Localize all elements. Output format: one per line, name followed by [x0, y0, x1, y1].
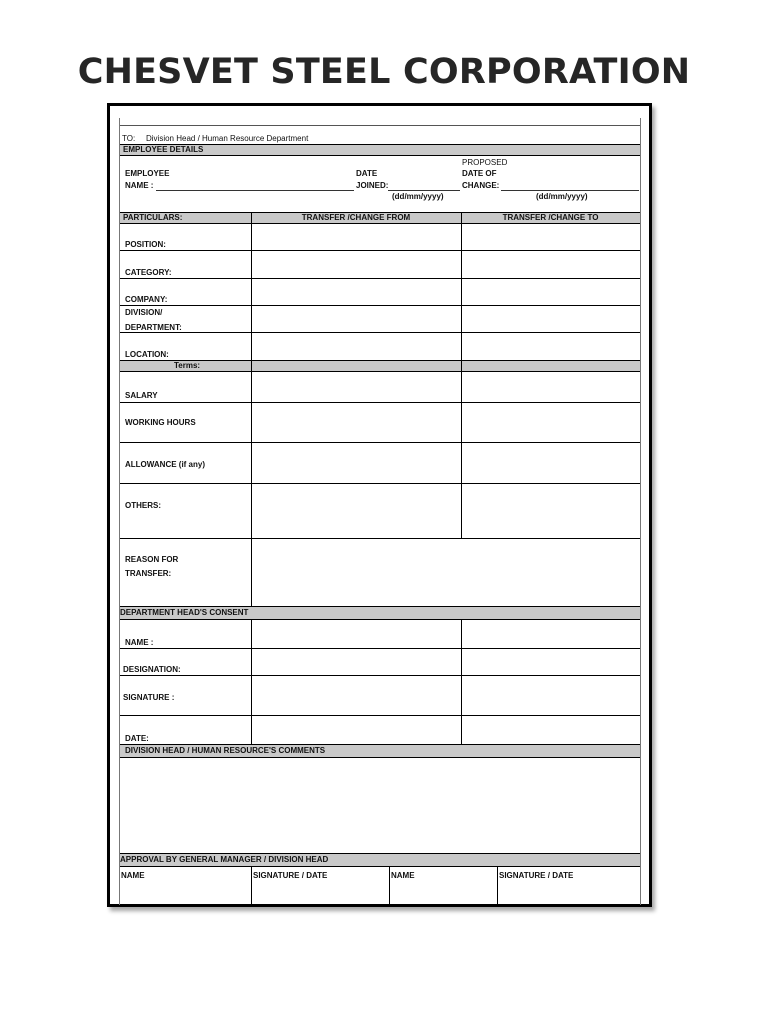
approval-col-divider-1: [251, 867, 252, 905]
col-divider-to: [461, 212, 462, 538]
row-divider: [120, 538, 640, 539]
comments-header: DIVISION HEAD / HUMAN RESOURCE'S COMMENTS: [125, 746, 326, 755]
row-divider: [120, 402, 640, 403]
row-divider: [120, 442, 640, 443]
date-joined-underline: [388, 190, 460, 191]
col-divider-from: [251, 212, 252, 606]
row-others: OTHERS:: [125, 501, 161, 510]
col-transfer-to: TRANSFER /CHANGE TO: [502, 213, 599, 222]
page-title: CHESVET STEEL CORPORATION: [77, 52, 691, 92]
row-salary: SALARY: [125, 391, 158, 400]
employee-details-header: EMPLOYEE DETAILS: [123, 145, 204, 154]
row-divider: [120, 715, 640, 716]
employee-name-underline: [156, 190, 354, 191]
row-division-1: DIVISION/: [125, 308, 163, 317]
row-divider: [120, 332, 640, 333]
row-divider: [120, 675, 640, 676]
form-body: [119, 118, 641, 905]
consent-name: NAME :: [125, 638, 154, 647]
top-rule: [120, 125, 640, 126]
proposed-label-2: DATE OF: [462, 169, 497, 178]
proposed-date-underline: [501, 190, 639, 191]
row-category: CATEGORY:: [125, 268, 172, 277]
to-value: Division Head / Human Resource Department: [146, 134, 309, 143]
consent-designation: DESIGNATION:: [123, 665, 181, 674]
consent-col-divider-1: [251, 620, 252, 744]
employee-label-2: NAME :: [125, 181, 154, 190]
row-divider: [120, 648, 640, 649]
terms-label: Terms:: [174, 361, 201, 370]
to-label: TO:: [122, 134, 136, 143]
consent-date: DATE:: [125, 734, 149, 743]
approval-name-1: NAME: [121, 871, 145, 880]
employee-label-1: EMPLOYEE: [125, 169, 170, 178]
row-company: COMPANY:: [125, 295, 168, 304]
proposed-date-format: (dd/mm/yyyy): [536, 192, 588, 201]
consent-header: DEPARTMENT HEAD'S CONSENT: [120, 608, 249, 617]
row-divider: [120, 250, 640, 251]
approval-signature-2: SIGNATURE / DATE: [499, 871, 574, 880]
date-joined-format: (dd/mm/yyyy): [392, 192, 444, 201]
date-joined-label-1: DATE: [356, 169, 378, 178]
date-joined-label-2: JOINED:: [356, 181, 389, 190]
approval-signature-1: SIGNATURE / DATE: [253, 871, 328, 880]
approval-col-divider-2: [389, 867, 390, 905]
proposed-label-1: PROPOSED: [462, 158, 508, 167]
approval-header: APPROVAL BY GENERAL MANAGER / DIVISION HEAD: [120, 855, 329, 864]
approval-name-2: NAME: [391, 871, 415, 880]
transfer-form: [107, 103, 652, 907]
row-division-2: DEPARTMENT:: [125, 323, 182, 332]
consent-signature: SIGNATURE :: [123, 693, 175, 702]
row-position: POSITION:: [125, 240, 166, 249]
row-divider: [120, 278, 640, 279]
row-reason-1: REASON FOR: [125, 555, 179, 564]
col-particulars: PARTICULARS:: [123, 213, 183, 222]
row-divider: [120, 483, 640, 484]
consent-col-divider-2: [461, 620, 462, 744]
col-transfer-from: TRANSFER /CHANGE FROM: [301, 213, 411, 222]
row-allowance: ALLOWANCE (if any): [125, 460, 205, 469]
row-working-hours: WORKING HOURS: [125, 418, 196, 427]
row-location: LOCATION:: [125, 350, 169, 359]
approval-col-divider-3: [497, 867, 498, 905]
row-reason-2: TRANSFER:: [125, 569, 172, 578]
proposed-label-3: CHANGE:: [462, 181, 500, 190]
row-divider: [120, 305, 640, 306]
